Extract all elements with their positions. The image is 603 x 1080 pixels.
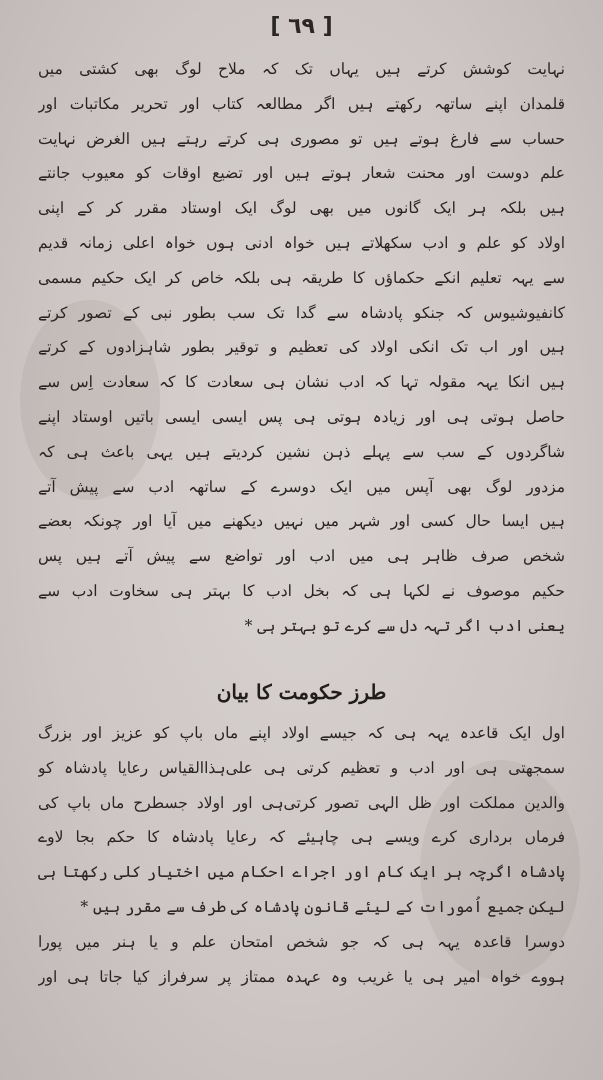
text-line: اولاد کو علم و ادب سکھلاتے ہیں خواہ ادنی ہوں خواہ اعلی زمانہ قدیم xyxy=(38,233,565,252)
page-number: [ ٦٩ ] xyxy=(270,14,333,39)
text-line: نہایت کوشش کرتے ہیں یہاں تک کہ ملاح لوگ بھی کشتی میں xyxy=(38,60,565,78)
text-line: اول ایک قاعدہ یہہ ہی کہ جیسے اولاد اپنے ماں باپ کو عزیز اور بزرگ xyxy=(38,724,565,742)
paragraph-1 xyxy=(38,52,565,644)
text-line: پادشاہ اگرچہ ہر ایک کام اور اجراے احکام میں اختیار کلی رکھتا ہی xyxy=(38,863,565,882)
text-line: قلمدان اپنے ساتھہ رکھتے ہیں اگر مطالعہ کتاب اور تحریر مکاتبات اور xyxy=(38,94,565,113)
text-line: حکیم موصوف نے لکہا ہی کہ بخل ادب کا بہتر ہی سخاوت ادب سے xyxy=(38,581,565,600)
text-line: شاگردوں کے سب سے پہلے ذہن نشین کردیتے ہیں یہی باعث ہی کہ xyxy=(38,442,565,461)
text-line: ہیں اور اب تک انکی اولاد کی تعظیم و توقیر بطور شاہزادوں کے کرتے xyxy=(38,338,565,357)
text-line: کانفیوشیوس کہ جنکو پادشاہ سے گدا تک سب بطور نبی کے تصور کرتے xyxy=(38,303,565,322)
paragraph-2 xyxy=(38,716,565,994)
text-line: حساب سے فارغ ہوتے ہیں تو مصوری ہی کرتے رہتے ہیں الغرض نہایت xyxy=(38,129,565,148)
text-line: والدین مملکت اور ظل الہی تصور کرتی‌ہی اور اولاد جسطرح ماں باپ کی xyxy=(38,793,565,812)
text-line: علم دوست اور محنت شعار ہوتے ہیں اور تضیع اوقات کو معیوب جانتے xyxy=(38,164,565,183)
text-line: فرماں برداری کرے ویسے ہی چاہیئے کہ رعایا پادشاہ کا حکم بجا لاوے xyxy=(38,828,565,847)
text-line: ہیں ایسا حال کسی اور شہر میں نہیں دیکھنے میں آیا اور چونکہ بعضے xyxy=(38,512,565,531)
text-line: لیکن جمیع اُمورات کے لیئے قانون پادشاہ کی طرف سے مقرر ہیں * xyxy=(80,897,565,916)
text-line: مزدور لوگ بھی آپس میں ایک دوسرے کے ساتھہ ادب سے پیش آتے xyxy=(38,477,565,496)
text-line: شخص صرف ظاہر ہی میں ادب اور تواضع سے پیش آتے ہیں پس xyxy=(38,547,565,566)
text-line: حاصل ہوتی ہی اور زیادہ ہوتی ہی پس ایسی ایسی باتیں اوستاد اپنے xyxy=(38,407,565,426)
text-line: ہووے خواہ امیر ہی یا غریب وہ عہدہ ممتاز پر سرفراز کیا جاتا ہی اور xyxy=(38,967,565,986)
text-line: ہیں انکا یہہ مقولہ تہا کہ ادب نشان ہی سعادت کا کہ سعادت اِس سے xyxy=(38,373,565,392)
text-line: دوسرا قاعدہ یہہ ہی کہ جو شخص امتحان علم و یا ہنر میں پورا xyxy=(38,932,565,951)
text-line: سے یہہ تعلیم انکے حکماؤں کا طریقہ ہی بلکہ خاص کر ایک حکیم مسمی xyxy=(38,268,565,287)
text-line: سمجھتی ہی اور ادب و تعظیم کرتی ہی علی‌ہذاالقیاس رعایا پادشاہ کو xyxy=(38,758,565,777)
section-heading: طرز حکومت کا بیان xyxy=(216,680,387,704)
text-line: یعنی ادب اگر تہہ دل سے کرے تو بہتر ہی * xyxy=(244,616,565,635)
text-line: ہیں بلکہ ہر ایک گانوں میں بھی لوگ ایک اوستاد مقرر کر کے اپنی xyxy=(38,199,565,218)
